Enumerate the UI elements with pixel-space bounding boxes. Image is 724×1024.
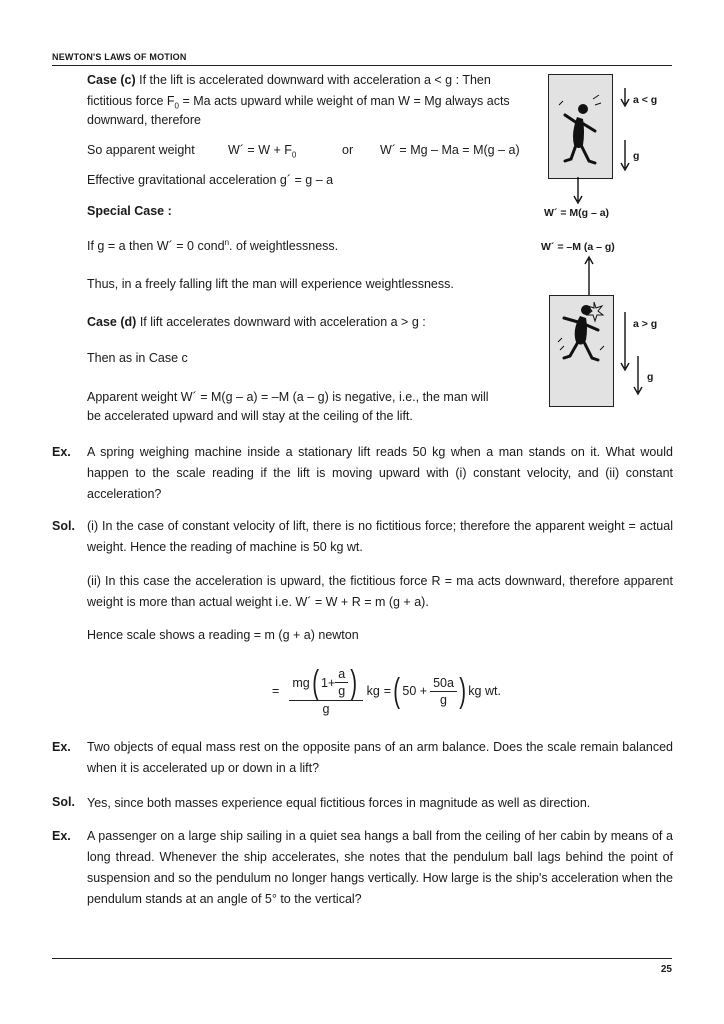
accel-down-arrow-d (620, 312, 630, 372)
solution-1-label: Sol. (52, 519, 75, 533)
figure-d-accel-label: a > g (633, 318, 658, 330)
example-2-text: Two objects of equal mass rest on the opposite pans of an arm balance. Does the scale remain balanced when it is accelerated up or down in a lift? (87, 740, 673, 775)
solution-1-part2: (ii) In this case the acceleration is upward, the fictitious force R = ma acts downward, therefore apparent weight is more than actual weight i.e. W´ = W + R = m (g + a). (87, 574, 673, 609)
gravity-arrow-d (633, 356, 643, 396)
case-d-label: Case (d) (87, 315, 137, 329)
effective-acceleration: Effective gravitational acceleration g´ = g – a (87, 173, 334, 187)
lift-figure-d (549, 295, 614, 407)
running-header: NEWTON'S LAWS OF MOTION (52, 52, 187, 62)
case-d-apparent1: Apparent weight W´ = M(g – a) = –M (a – g) is negative, i.e., the man will (87, 390, 489, 404)
apparent-weight-eq2: W´ = Mg – Ma = M(g – a) (380, 143, 520, 157)
case-c-line2: fictitious force $F_0 = Ma$ acts upward while weight of man W = Mg always acts (87, 94, 510, 111)
weightlessness-condition: If g = a then W´ = 0 cond$^n$. of weightlessness. (87, 237, 339, 253)
special-case-heading: Special Case : (87, 204, 172, 218)
solution-2-text: Yes, since both masses experience equal fictitious forces in magnitude as well as direction. (87, 796, 591, 810)
outer-fraction: mg ( 1+ $\frac{a}{g}$ ) g (289, 666, 362, 717)
solution-1-part1: (i) In the case of constant velocity of lift, there is no fictitious force; therefore the apparent weight = actual weight. Hence the reading of machine is 50 kg wt. (87, 519, 673, 554)
case-c-line3: downward, therefore (87, 113, 201, 127)
figure-c-weight-label: W´ = M(g – a) (544, 207, 610, 219)
free-fall-statement: Thus, in a freely falling lift the man will experience weightlessness. (87, 277, 454, 291)
case-c-label: Case (c) (87, 73, 136, 87)
falling-man-icon (549, 75, 612, 178)
figure-d-g-label: g (647, 371, 654, 383)
case-d-line1: Case (d) If lift accelerates downward with acceleration a > g : (87, 315, 426, 329)
weight-arrow-up-icon (584, 255, 594, 295)
gravity-arrow-c (620, 140, 630, 172)
example-2-label: Ex. (52, 740, 71, 754)
case-d-apparent2: be accelerated upward and will stay at the ceiling of the lift. (87, 409, 413, 423)
weight-arrow-down-icon (573, 177, 583, 205)
footer-rule (52, 958, 672, 959)
accel-down-arrow-c (620, 88, 630, 108)
man-at-ceiling-icon (550, 296, 613, 406)
apparent-weight-label: So apparent weight (87, 143, 195, 157)
figure-c-accel-label: a < g (633, 94, 658, 106)
example-3-text: A passenger on a large ship sailing in a quiet sea hangs a ball from the ceiling of her cabin by means of a long thread. Whenever the ship accelerates, she notes that the pendulum ball lags behind the point of suspension and so the pendulum no longer hangs vertically. How large is the ship's acceleration when the pendulum stands at an angle of 5° to the vertical? (87, 829, 673, 906)
case-c-line1: Case (c) If the lift is accelerated downward with acceleration a < g : Then (87, 73, 491, 87)
lift-figure-c (548, 74, 613, 179)
solution-1-part3: Hence scale shows a reading = m (g + a) newton (87, 628, 359, 642)
scale-reading-equation: = mg ( 1+ $\frac{a}{g}$ ) g kg = ( 50 + $\frac{50a}{g}$ ) kg wt. (272, 663, 501, 716)
page-number: 25 (660, 964, 672, 975)
case-d-then: Then as in Case c (87, 351, 188, 365)
example-3-label: Ex. (52, 829, 71, 843)
apparent-weight-or: or (342, 143, 354, 157)
apparent-weight-eq1: W´ = $W + F_0$ (228, 143, 297, 160)
figure-d-weight-label: W´ = –M (a – g) (541, 241, 615, 253)
header-rule (52, 65, 672, 66)
figure-c-g-label: g (633, 150, 640, 162)
example-1-label: Ex. (52, 445, 71, 459)
solution-2-label: Sol. (52, 795, 75, 809)
example-1-text: A spring weighing machine inside a stationary lift reads 50 kg when a man stands on it. What would happen to the scale reading if the lift is moving upward with (i) constant velocity, and (ii) constant acceleration? (87, 445, 673, 501)
